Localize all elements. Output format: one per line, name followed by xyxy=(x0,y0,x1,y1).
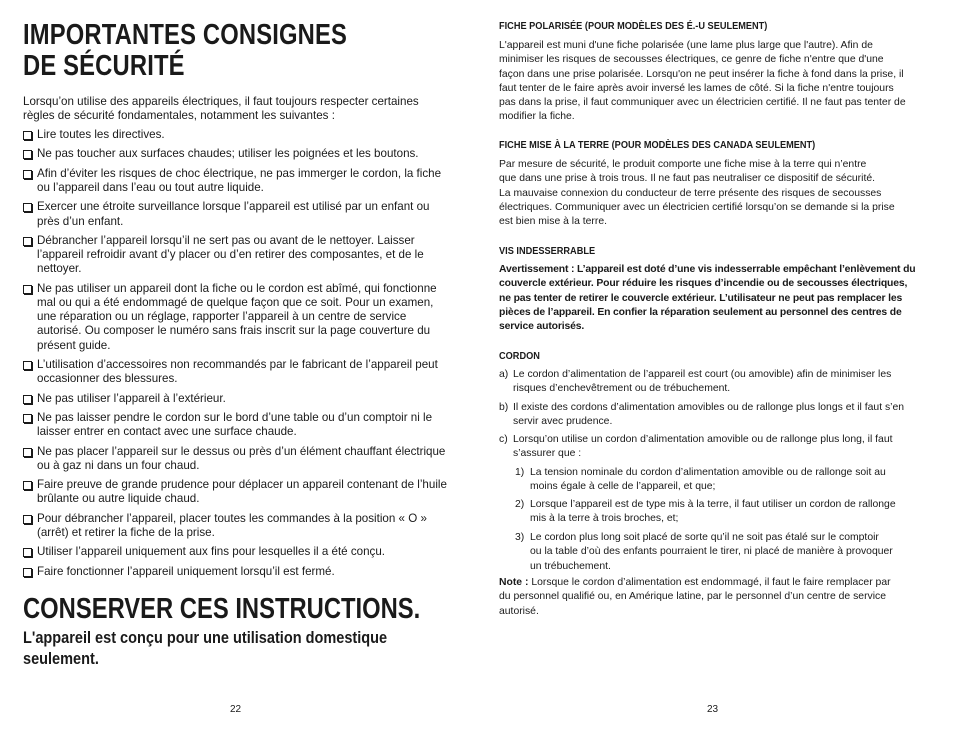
text-line: Lorsqu’on utilise un cordon d’alimentation amovible ou de rallonge plus long, il faut xyxy=(513,434,893,445)
domestic-use-note: L'appareil est conçu pour une utilisation domestique seulement. xyxy=(23,629,388,668)
cord-sub-item xyxy=(515,531,925,574)
checkbox-bullet-icon xyxy=(23,203,32,212)
item-label: a) xyxy=(499,369,509,380)
checkbox-bullet-icon xyxy=(23,237,32,246)
list-item xyxy=(23,545,453,559)
checkbox-bullet-icon xyxy=(23,414,32,423)
list-item-text: Débrancher l’appareil lorsqu’il ne sert pas ou avant de le nettoyer. Laisser l’appareil refroidir avant d’y placer ou d’en retirer des composantes, et de le nettoyer. xyxy=(37,233,424,276)
safety-title-line-2: DE SÉCURITÉ xyxy=(23,50,185,82)
item-label: 2) xyxy=(515,499,525,510)
list-item xyxy=(23,411,453,439)
grounded-plug-heading: FICHE MISE À LA TERRE (POUR MODÈLES DES CANADA SEULEMENT) xyxy=(499,140,816,151)
text-line: pièces de l’appareil. En confier la réparation seulement au personnel des centres de xyxy=(499,306,902,318)
text-line: servir avec prudence. xyxy=(513,416,613,428)
item-label: c) xyxy=(499,434,508,445)
checkbox-bullet-icon xyxy=(23,548,32,557)
text-line: pas dans la prise, il faut communiquer avec un électricien certifié. Il ne faut pas tenter de xyxy=(499,97,906,109)
text-line: Le cordon d’alimentation de l’appareil est court (ou amovible) afin de minimiser les xyxy=(513,369,892,380)
tamper-screw-warning xyxy=(499,263,939,334)
cord-item xyxy=(499,401,939,430)
text-line: autorisé. xyxy=(499,605,539,617)
text-line: ne pas tenter de retirer le couvercle extérieur. L’utilisateur ne peut pas remplacer les xyxy=(499,292,903,304)
item-label: 3) xyxy=(515,532,525,543)
list-item-text: Afin d’éviter les risques de choc électrique, ne pas immerger le cordon, la fiche ou l’appareil dans l’eau ou tout autre liquide. xyxy=(37,166,442,194)
checkbox-bullet-icon xyxy=(23,568,32,577)
text-line: modifier la fiche. xyxy=(499,111,575,123)
list-item-text: Pour débrancher l’appareil, placer toutes les commandes à la position « O » (arrêt) et retirer la fiche de la prise. xyxy=(37,511,427,539)
note-first-line xyxy=(499,576,939,590)
list-item-text: Exercer une étroite surveillance lorsque l’appareil est utilisé par un enfant ou près d’un enfant. xyxy=(37,200,430,228)
cord-item xyxy=(499,368,939,397)
text-line: du personnel qualifié ou, en Amérique latine, par le personnel d’un centre de service xyxy=(499,591,887,603)
text-line: minimiser les risques de secousses électriques, ce genre de fiche n'entre que d'une xyxy=(499,54,884,66)
tamper-screw-heading: VIS INDESSERRABLE xyxy=(499,246,596,257)
intro-text: Lorsqu’on utilise des appareils électriques, il faut toujours respecter certaines règles de sécurité fondamentales, notamment les suivantes : xyxy=(23,95,419,122)
text-line: service autorisés. xyxy=(499,321,585,333)
list-item xyxy=(23,358,453,386)
checkbox-bullet-icon xyxy=(23,481,32,490)
list-item xyxy=(23,392,453,406)
list-item-text: Lire toutes les directives. xyxy=(37,128,165,141)
cord-item xyxy=(499,433,939,462)
list-item xyxy=(23,282,453,353)
text-line: faut tenter de le faire après avoir inversé les lames de côté. Si la fiche n'entre toujours xyxy=(499,82,894,94)
text-line: La tension nominale du cordon d’alimentation amovible ou de rallonge soit au xyxy=(530,467,886,478)
list-item xyxy=(23,200,453,228)
text-line: Il existe des cordons d’alimentation amovibles ou de rallonge plus longs et il faut s’en xyxy=(513,402,905,413)
list-item xyxy=(23,445,453,473)
list-item-text: Ne pas utiliser l’appareil à l’extérieur. xyxy=(37,391,226,405)
list-item xyxy=(23,128,453,142)
page-number: 23 xyxy=(707,704,719,715)
right-page xyxy=(477,0,954,738)
text-line: mis à la terre à trois broches, et; xyxy=(530,513,679,525)
grounded-plug-text xyxy=(499,158,939,229)
text-line: que dans une prise à trois trous. Il ne faut pas neutraliser ce dispositif de sécurité. xyxy=(499,173,876,185)
text-line: moins égale à celle de l’appareil, et que; xyxy=(530,481,716,493)
cord-heading: CORDON xyxy=(499,351,540,362)
text-line: s’assurer que : xyxy=(513,448,582,460)
text-line: Lorsque l’appareil est de type mis à la terre, il faut utiliser un cordon de rallonge xyxy=(530,499,896,510)
text-line: façon dans une prise polarisée. Lorsqu'on ne peut insérer la fiche à fond dans la prise, il xyxy=(499,68,904,80)
text-line: Le cordon plus long soit placé de sorte qu’il ne soit pas étalé sur le comptoir xyxy=(530,532,879,543)
text-line: Lorsque le cordon d’alimentation est endommagé, il faut le faire remplacer par xyxy=(528,577,891,588)
item-label: b) xyxy=(499,402,509,413)
list-item xyxy=(23,147,453,161)
text-line: électriques. Communiquer avec un électricien certifié lorsqu’on se demande si la prise xyxy=(499,201,895,213)
list-item-text: Ne pas utiliser un appareil dont la fiche ou le cordon est abîmé, qui fonctionne mal ou qui a été endommagé de quelque façon que ce soit. Pour un examen, une réparation ou un réglage, rapporter l’appareil à un centre de service autorisé. Ou composer le numéro sans frais inscrit sur la page couverture du présent guide. xyxy=(37,281,437,352)
list-item-text: Ne pas toucher aux surfaces chaudes; utiliser les poignées et les boutons. xyxy=(37,147,419,161)
list-item xyxy=(23,478,453,506)
page-number: 22 xyxy=(230,704,242,715)
item-label: 1) xyxy=(515,467,525,478)
text-line: couvercle extérieur. Pour réduire les risques d’incendie ou de secousses électriques, xyxy=(499,278,908,290)
text-line: un trébuchement. xyxy=(530,560,611,572)
checkbox-bullet-icon xyxy=(23,285,32,294)
list-item-text: Ne pas laisser pendre le cordon sur le bord d’une table ou d’un comptoir ni le laisser entrer en contact avec une surface chaude. xyxy=(37,410,433,439)
list-item-text: Utiliser l’appareil uniquement aux fins pour lesquelles il a été conçu. xyxy=(37,545,386,559)
checkbox-bullet-icon xyxy=(23,150,32,159)
list-item xyxy=(23,167,453,195)
polarized-plug-text xyxy=(499,39,939,125)
text-line: est bien mise à la terre. xyxy=(499,216,607,228)
cord-note xyxy=(499,576,939,619)
text-line: ou la table d’où des enfants pourraient le tirer, ni placé de manière à provoquer xyxy=(530,546,893,558)
keep-instructions-title: CONSERVER CES INSTRUCTIONS. xyxy=(23,593,421,625)
list-item-text: Ne pas placer l’appareil sur le dessus ou près d’un élément chauffant électrique ou à gaz ni dans un four chaud. xyxy=(37,444,446,472)
list-item-text: Faire preuve de grande prudence pour déplacer un appareil contenant de l’huile brûlante ou autre liquide chaud. xyxy=(37,478,447,506)
text-line: Par mesure de sécurité, le produit comporte une fiche mise à la terre qui n’entre xyxy=(499,159,867,170)
list-item xyxy=(23,512,453,540)
cord-sub-item xyxy=(515,498,925,527)
checkbox-bullet-icon xyxy=(23,170,32,179)
text-line: La mauvaise connexion du conducteur de terre présente des risques de secousses xyxy=(499,187,882,199)
safety-list xyxy=(23,128,453,584)
list-item-text: Faire fonctionner l’appareil uniquement lorsqu’il est fermé. xyxy=(37,564,335,578)
note-label: Note : xyxy=(499,577,529,588)
text-line: Avertissement : L’appareil est doté d’une vis indesserrable empêchant l’enlèvement du xyxy=(499,264,916,275)
list-item xyxy=(23,234,453,277)
checkbox-bullet-icon xyxy=(23,131,32,140)
text-line: risques d’enchevêtrement ou de trébuchement. xyxy=(513,383,731,395)
checkbox-bullet-icon xyxy=(23,361,32,370)
checkbox-bullet-icon xyxy=(23,395,32,404)
cord-sub-item xyxy=(515,466,925,495)
text-line: L'appareil est muni d'une fiche polarisée (une lame plus large que l'autre). Afin de xyxy=(499,40,873,51)
list-item xyxy=(23,565,453,579)
safety-title xyxy=(23,20,347,82)
safety-title-line-1: IMPORTANTES CONSIGNES xyxy=(23,19,348,51)
list-item-text: L’utilisation d’accessoires non recommandés par le fabricant de l’appareil peut occasionner des blessures. xyxy=(37,357,438,386)
polarized-plug-heading: FICHE POLARISÉE (POUR MODÈLES DES É.-U SEULEMENT) xyxy=(499,21,768,32)
checkbox-bullet-icon xyxy=(23,515,32,524)
checkbox-bullet-icon xyxy=(23,448,32,457)
